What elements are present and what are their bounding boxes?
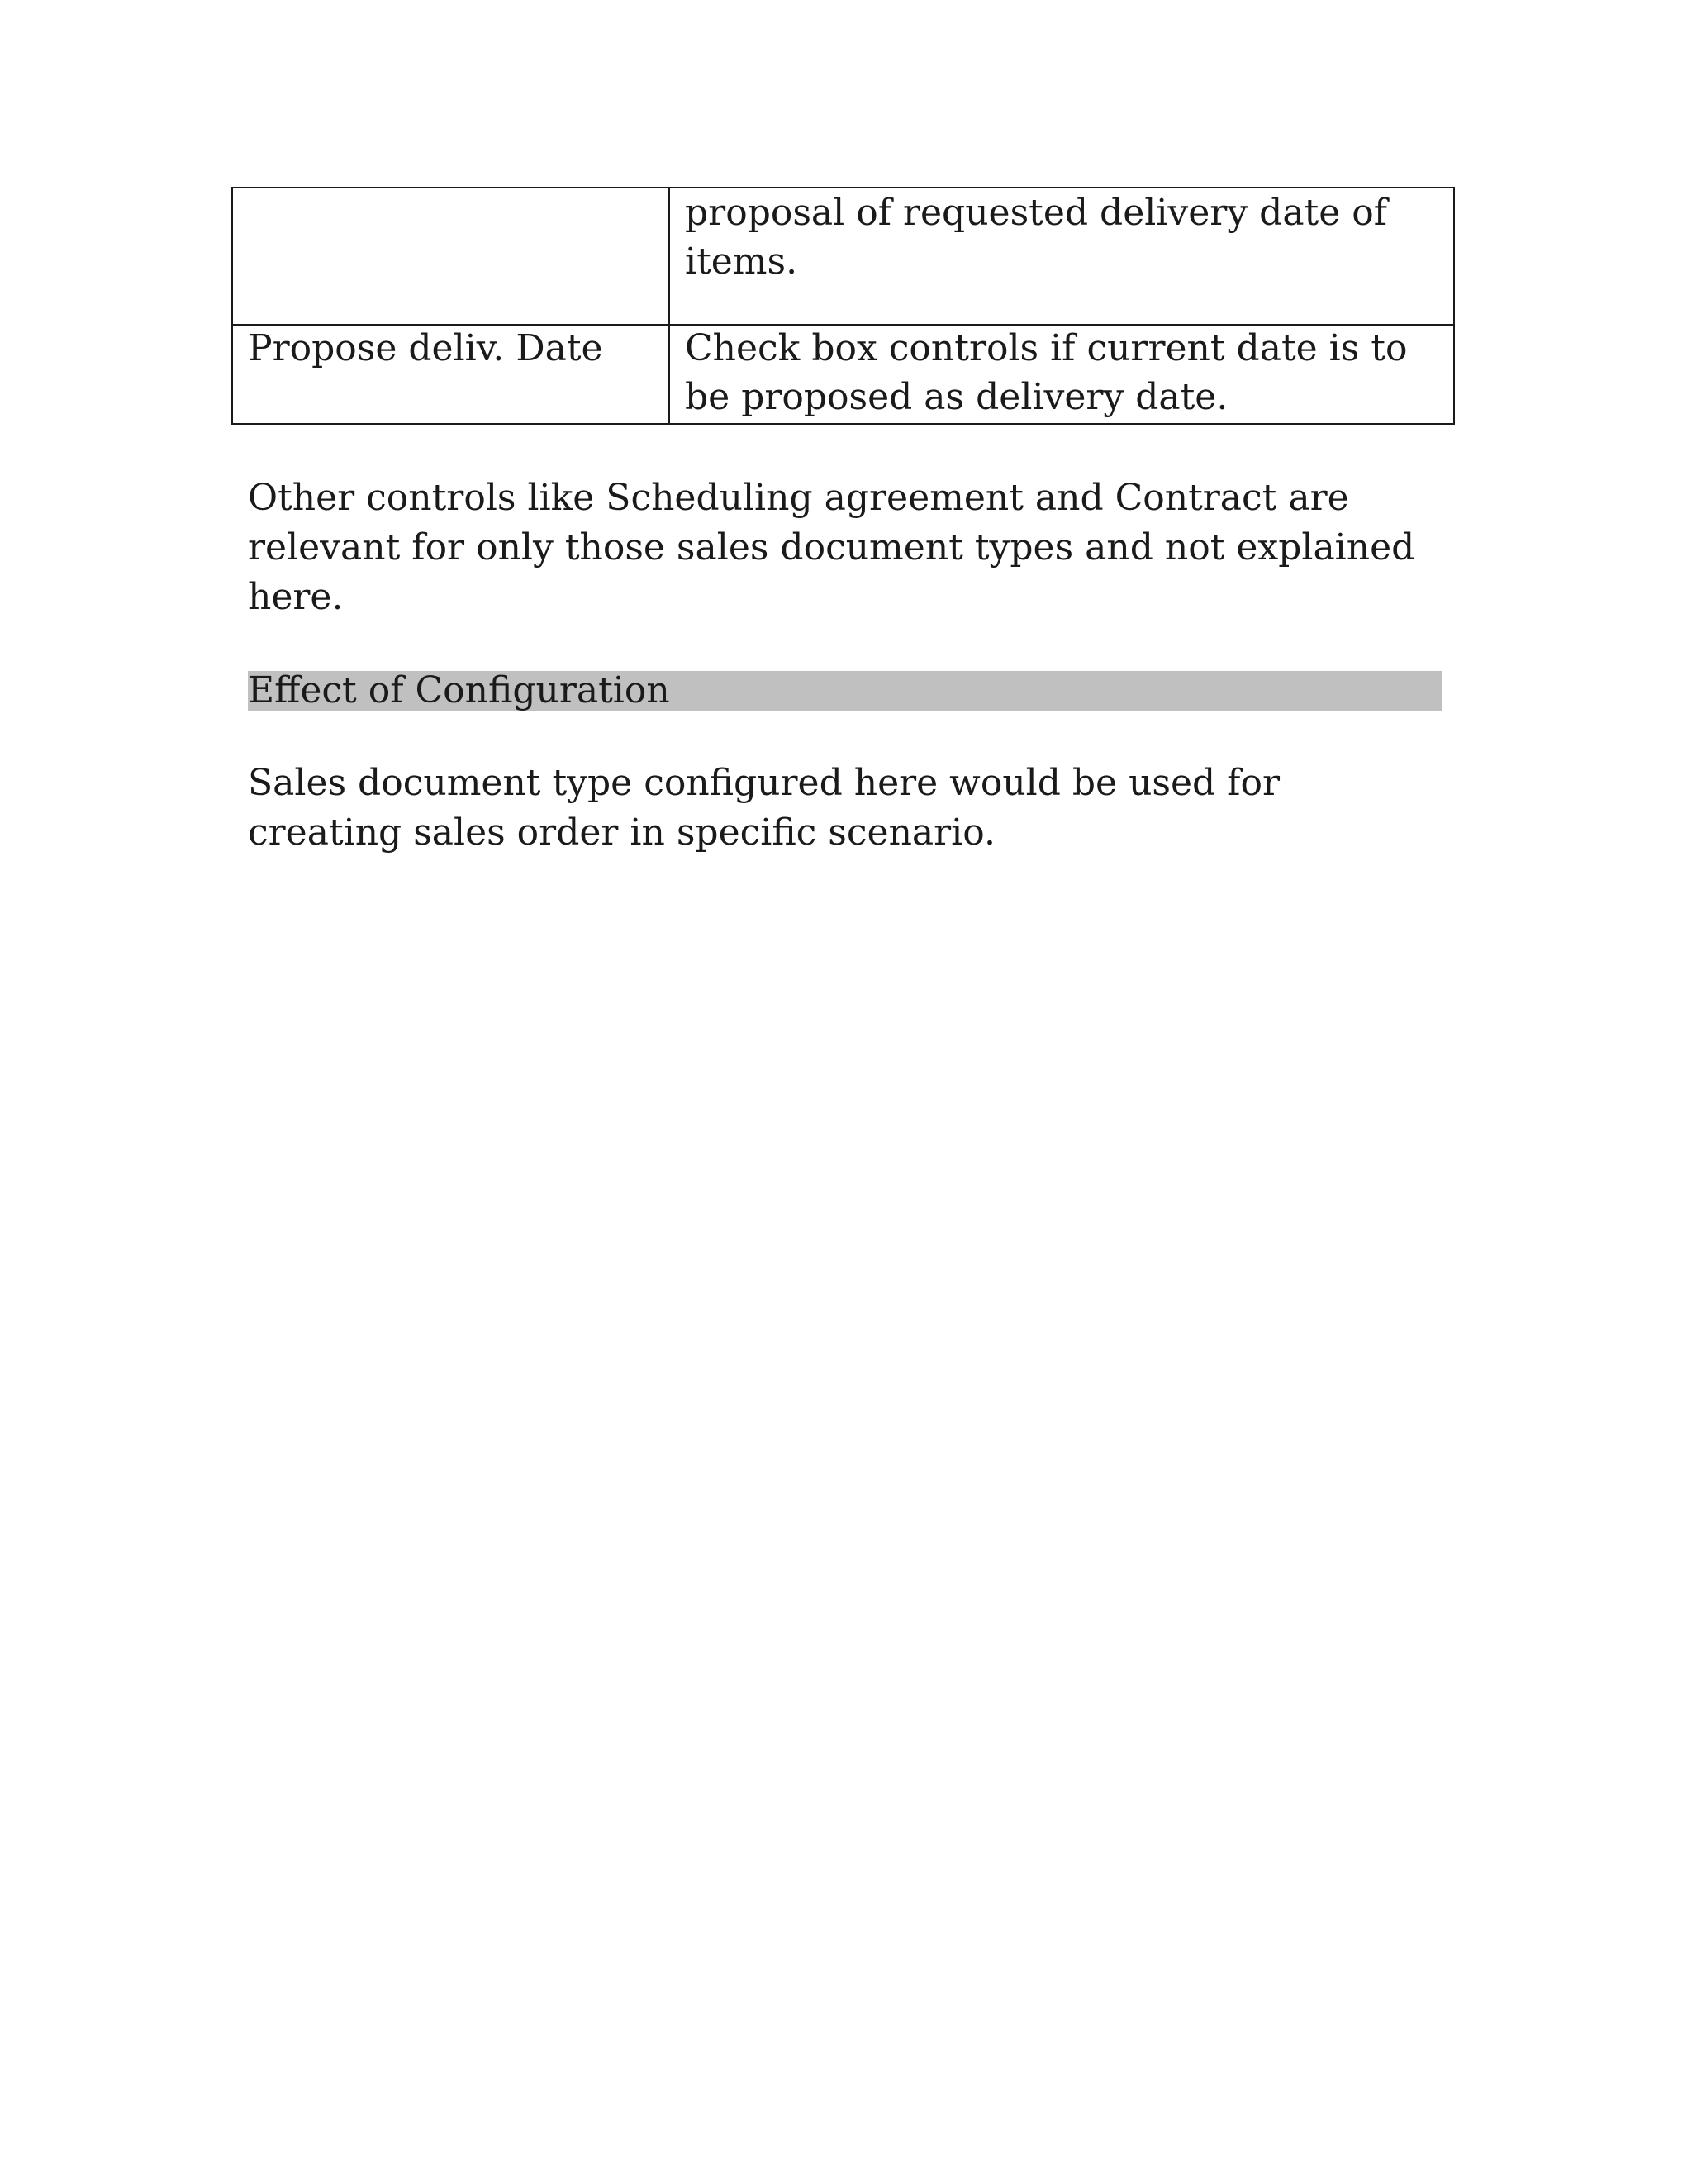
- field-label: Propose deliv. Date: [248, 327, 603, 369]
- table-row: [232, 188, 1454, 325]
- field-description: Check box controls if current date is to be proposed as delivery date.: [685, 327, 1408, 418]
- table-cell-description: [669, 188, 1454, 325]
- table-cell-field: [232, 325, 669, 424]
- field-description: proposal of requested delivery date of items.: [685, 192, 1388, 283]
- table-row: [232, 325, 1454, 424]
- paragraph-sales-document: Sales document type configured here would be used for creating sales order in specific scenario.: [248, 762, 1280, 854]
- paragraph-other-controls: Other controls like Scheduling agreement and Contract are relevant for only those sales document types and not explained here.: [248, 477, 1415, 618]
- field-description-table: [231, 187, 1455, 425]
- table-cell-field: [232, 188, 669, 325]
- section-heading: Effect of Configuration: [248, 671, 1442, 711]
- table-cell-description: [669, 325, 1454, 424]
